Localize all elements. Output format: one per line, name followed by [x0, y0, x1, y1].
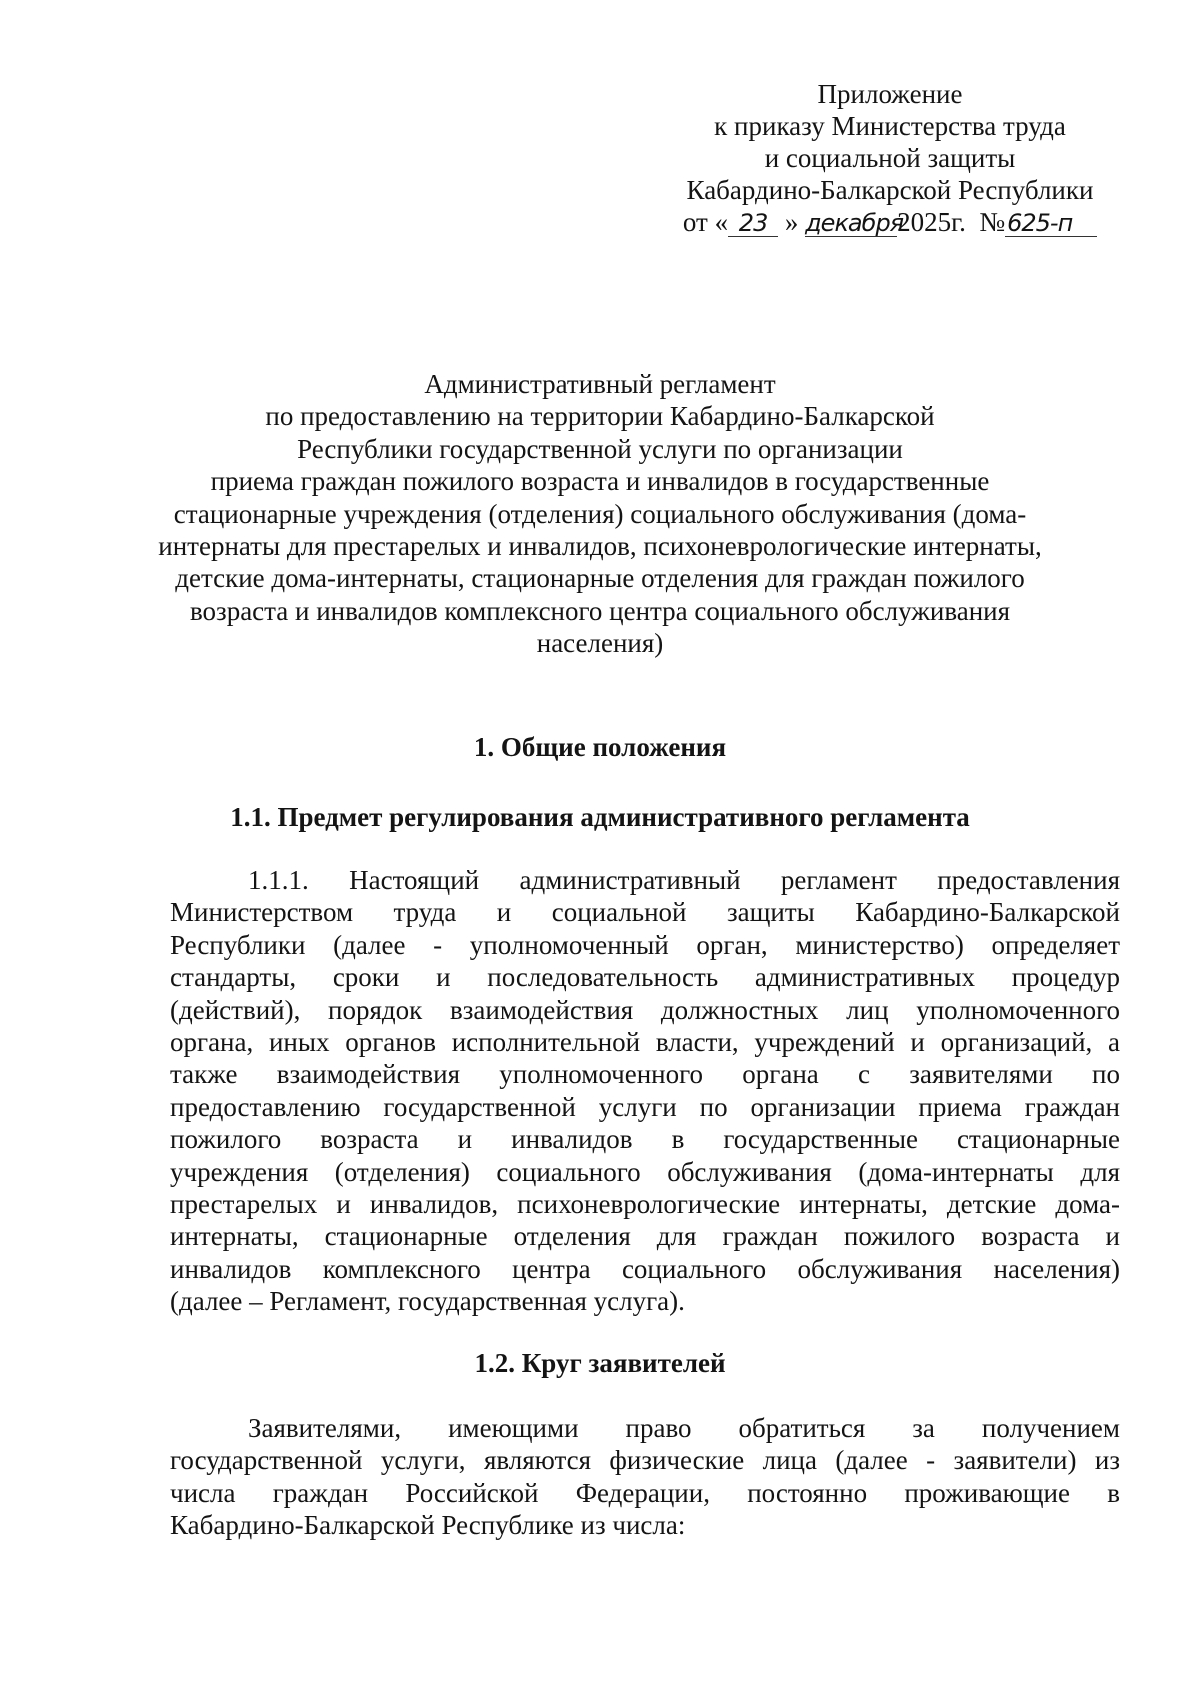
appendix-block [640, 78, 1140, 238]
paragraph-applicants [170, 1412, 1120, 1542]
paragraph-line: учреждения (отделения) социального обслуживания (дома-интернаты для [170, 1156, 1120, 1187]
title-line: интернаты для престарелых и инвалидов, психоневрологические интернаты, [158, 531, 1042, 562]
date-year: 2025г. [897, 207, 966, 237]
title-line: возраста и инвалидов комплексного центра социального обслуживания [189, 595, 1011, 626]
paragraph-line: Министерством труда и социальной защиты Кабардино-Балкарской [170, 897, 1120, 928]
paragraph-line: государственной услуги, являются физические лица (далее - заявители) из [170, 1445, 1120, 1476]
appendix-line-2: к приказу Министерства труда [714, 111, 1066, 141]
title-line: стационарные учреждения (отделения) социального обслуживания (дома- [173, 498, 1027, 529]
date-prefix: от « [682, 207, 729, 237]
paragraph-line: Республики (далее - уполномоченный орган, министерство) определяет [170, 929, 1120, 960]
title-line: детские дома-интернаты, стационарные отделения для граждан пожилого [175, 563, 1025, 594]
order-number-handwritten: 625-п [1005, 210, 1097, 237]
date-mid: » [784, 207, 799, 237]
paragraph-line: органа, иных органов исполнительной власти, учреждений и организаций, а [170, 1026, 1120, 1057]
title-line: приема граждан пожилого возраста и инвалидов в государственные [210, 466, 990, 497]
appendix-date-line [640, 206, 1140, 238]
subsection-heading-applicants: 1.2. Круг заявителей [474, 1348, 726, 1378]
date-month-handwritten: декабря [805, 209, 904, 237]
regulation-title [150, 368, 1050, 660]
paragraph-line: также взаимодействия уполномоченного органа с заявителями по [170, 1059, 1120, 1090]
title-line: населения) [536, 628, 664, 659]
paragraph-line: инвалидов комплексного центра социального обслуживания населения) [170, 1253, 1120, 1284]
paragraph-line: 1.1.1. Настоящий административный регламент предоставления [248, 865, 1120, 895]
title-line: Административный регламент [424, 369, 776, 399]
paragraph-line: числа граждан Российской Федерации, постоянно проживающие в [170, 1477, 1120, 1508]
appendix-line-4: Кабардино-Балкарской Республики [686, 175, 1094, 205]
appendix-line-3: и социальной защиты [764, 143, 1016, 173]
subsection-heading-subject: 1.1. Предмет регулирования административного регламента [230, 802, 970, 832]
paragraph-line: стандарты, сроки и последовательность административных процедур [170, 962, 1120, 993]
section-heading-general: 1. Общие положения [473, 732, 727, 762]
paragraph-1-1-1 [170, 864, 1120, 1317]
title-line: Республики государственной услуги по организации [297, 433, 903, 464]
paragraph-line: (действий), порядок взаимодействия должностных лиц уполномоченного [170, 994, 1120, 1025]
paragraph-line: Заявителями, имеющими право обратиться за получением [248, 1413, 1120, 1443]
paragraph-line: пожилого возраста и инвалидов в государственные стационарные [170, 1124, 1120, 1155]
paragraph-line: интернаты, стационарные отделения для граждан пожилого возраста и [170, 1221, 1120, 1252]
paragraph-line: предоставлению государственной услуги по организации приема граждан [170, 1091, 1120, 1122]
date-day-handwritten: 23 [728, 210, 778, 237]
appendix-line-1: Приложение [817, 79, 963, 109]
number-prefix: № [979, 207, 1006, 237]
paragraph-line: (далее – Регламент, государственная услуга). [170, 1286, 685, 1317]
paragraph-line: Кабардино-Балкарской Республике из числа: [170, 1510, 686, 1541]
paragraph-line: престарелых и инвалидов, психоневрологические интернаты, детские дома- [170, 1188, 1120, 1219]
title-line: по предоставлению на территории Кабардино-Балкарской [265, 401, 935, 432]
